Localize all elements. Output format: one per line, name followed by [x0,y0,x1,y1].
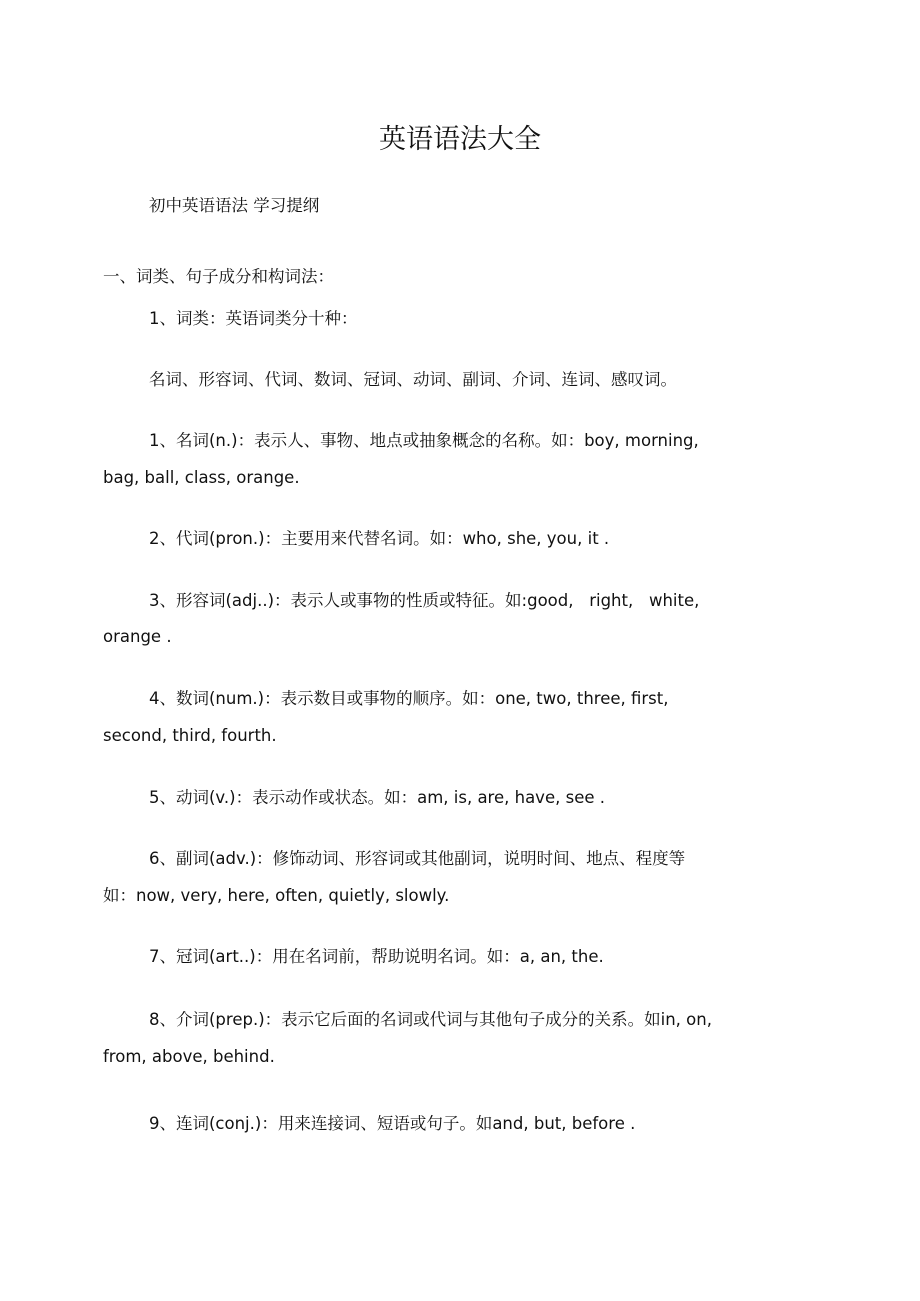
item-noun-line1: 1、名词(n.)：表示人、事物、地点或抽象概念的名称。如：boy, morning, [149,431,699,450]
word-class-list: 名词、形容词、代词、数词、冠词、动词、副词、介词、连词、感叹词。 [149,370,677,389]
item-article-line1: 7、冠词(art..)：用在名词前，帮助说明名词。如：a, an, the. [149,947,604,966]
item-preposition-line1: 8、介词(prep.)：表示它后面的名词或代词与其他句子成分的关系。如in, on, [149,1010,712,1029]
item-noun-line2: bag, ball, class, orange. [103,468,300,487]
item-adverb-line2: 如：now, very, here, often, quietly, slowly. [103,886,450,905]
item-preposition-line2: from, above, behind. [103,1047,275,1066]
item-pronoun-line1: 2、代词(pron.)：主要用来代替名词。如：who, she, you, it . [149,529,610,548]
document-title: 英语语法大全 [379,124,541,155]
item-adjective-line1: 3、形容词(adj..)：表示人或事物的性质或特征。如:good, right, white, [149,591,700,610]
item-adjective-line2: orange . [103,627,172,646]
item-verb-line1: 5、动词(v.)：表示动作或状态。如：am, is, are, have, see . [149,788,605,807]
intro-point: 1、词类：英语词类分十种： [149,309,358,328]
item-numeral-line1: 4、数词(num.)：表示数目或事物的顺序。如：one, two, three, first, [149,689,669,708]
item-adverb-line1: 6、副词(adv.)：修饰动词、形容词或其他副词，说明时间、地点、程度等 [149,849,686,868]
item-numeral-line2: second, third, fourth. [103,726,277,745]
item-conjunction-line1: 9、连词(conj.)：用来连接词、短语或句子。如and, but, before . [149,1114,636,1133]
document-subtitle: 初中英语语法 学习提纲 [149,196,320,215]
section-heading: 一、词类、句子成分和构词法： [103,267,334,286]
